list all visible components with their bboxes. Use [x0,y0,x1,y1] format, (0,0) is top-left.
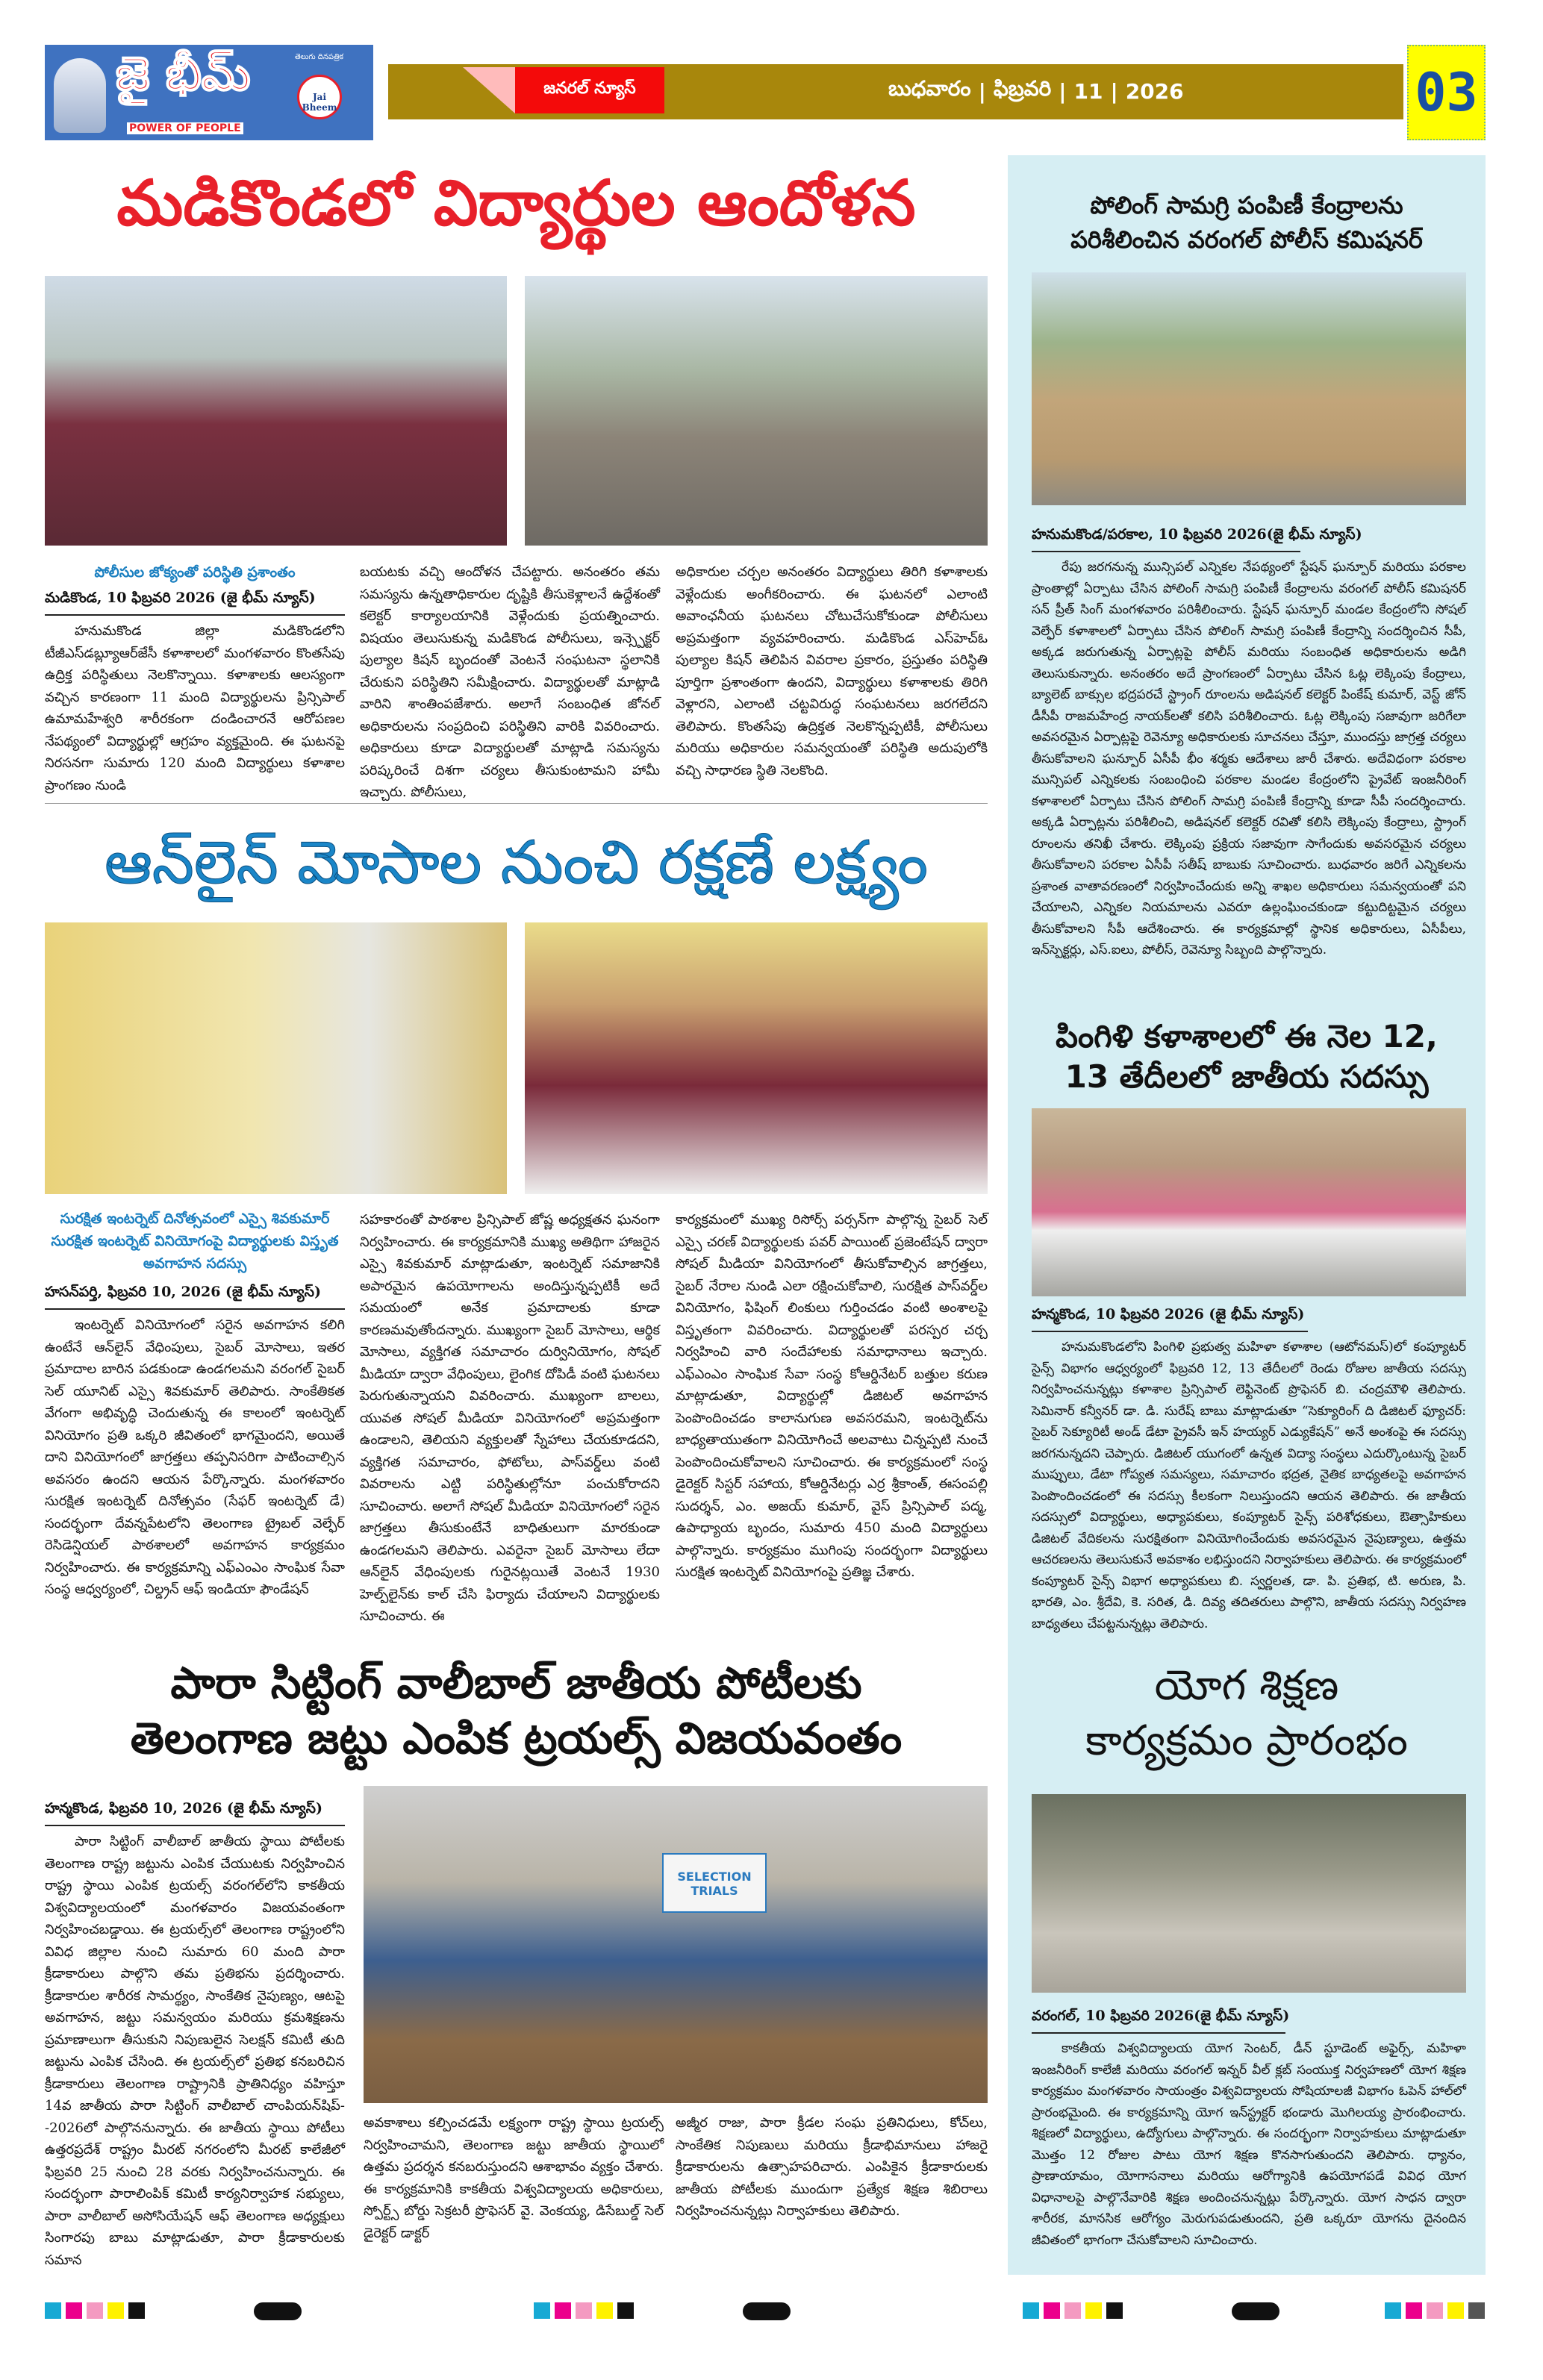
sidebar-story2-headline: పింగిళి కళాశాలలో ఈ నెల 12, 13 తేదీలలో జాతీయ సదస్సు [1056,1018,1438,1095]
story3-photo-team-group [364,1786,988,2103]
story1-headline: మడికొండలో విద్యార్థుల ఆందోళన [116,166,916,240]
registration-pill [743,2302,791,2320]
sidebar-story2-dateline: హన్మకొండ, 10 ఫిబ్రవరి 2026 (జై భీమ్ న్యూస్) [1032,1306,1308,1332]
story3-body-1: పారా సిట్టింగ్ వాలీబాల్ జాతీయ స్థాయి పోటీలకు తెలంగాణ రాష్ట్ర జట్టును ఎంపిక చేయుటకు నిర్వహించిన రాష్ట్ర స్థాయి ఎంపిక ట్రయల్స్ వరంగల్‌లోని కాకతీయ విశ్వవిద్యాలయంలో మంగళవారం విజయవంతంగా నిర్వహించబడ్డాయి. ఈ ట్రయల్స్‌లో తెలంగాణ రాష్ట్రంలోని వివిధ జిల్లాల నుంచి సుమారు 60 మంది పారా క్రీడాకారులు పాల్గొని తమ ప్రతిభను ప్రదర్శించారు. క్రీడాకారుల శారీరక సామర్థ్యం, సాంకేతిక నైపుణ్యం, ఆటపై అవగాహన, జట్టు సమన్వయం మరియు క్రమశిక్షణను ప్రమాణాలుగా తీసుకుని నిపుణులైన సెలక్షన్ కమిటీ తుది జట్టును ఎంపిక చేసింది. ఈ ట్రయల్స్‌లో ప్రతిభ కనబరిచిన క్రీడాకారులు తెలంగాణ రాష్ట్రానికి ప్రాతినిధ్యం వహిస్తూ 14వ జాతీయ పారా సిట్టింగ్ వాలీబాల్ చాంపియన్‌షిప్--2026లో పాల్గొననున్నారు. ఈ జాతీయ స్థాయి పోటీలు ఉత్తరప్రదేశ్ రాష్ట్రం మీరట్ నగరంలోని మీరట్ కాలేజీలో ఫిబ్రవరి 25 నుంచి 28 వరకు నిర్వహించనున్నారు. ఈ సందర్భంగా పారాలింపిక్ కమిటీ కార్యనిర్వాహక సభ్యులు, పారా వాలీబాల్ అసోసియేషన్ ఆఫ్ తెలంగాణ అధ్యక్షులు సింగారపు బాబు మాట్లాడుతూ, పారా క్రీడాకారులకు సమాన [45,1834,345,2268]
story2-photo-students-audience [525,922,988,1194]
divider [45,803,988,804]
registration-pill [1232,2302,1279,2320]
sidebar-story3-dateline: వరంగల్, 10 ఫిబ్రవరి 2026(జై భీమ్ న్యూస్) [1032,2008,1285,2034]
section-label: జనరల్ న్యూస్ [515,67,664,113]
story1-col1 [45,561,345,793]
sidebar-story1-photo-police [1032,272,1466,505]
page-number: 03 [1407,45,1486,140]
sidebar-story3-photo-yoga [1032,1794,1466,1993]
date-weekday: బుధవారం [888,76,971,101]
decorative-triangle [463,67,515,113]
story2-headline: ఆన్‌లైన్ మోసాల నుంచి రక్షణే లక్ష్యం [104,828,929,897]
story2-dateline: హసన్‌పర్తి, ఫిబ్రవరి 10, 2026 (జై భీమ్ న్యూస్) [45,1284,345,1310]
story3-col3: అజ్మీర రాజు, పారా క్రీడల సంఘ ప్రతినిధులు, కోచ్‌లు, సాంకేతిక నిపుణులు మరియు క్రీడాభిమానులు హాజరై క్రీడాకారులను ఉత్సాహపరిచారు. ఎంపికైన క్రీడాకారులకు జాతీయ పోటీలకు ముందుగా ప్రత్యేక శిక్షణ శిబిరాలు నిర్వహించనున్నట్లు నిర్వాహకులు తెలిపారు. [676,2115,988,2219]
sidebar-story3-headline: యోగ శిక్షణ కార్యక్రమం ప్రారంభం [1085,1661,1408,1765]
date-year: 2026 [1125,78,1184,104]
story2-subheadline: సురక్షిత ఇంటర్నెట్ దినోత్సవంలో ఎస్సై శివకుమార్ సురక్షిత ఇంటర్నెట్ వినియోగంపై విద్యార్థులకు విస్తృత అవగాహన సదస్సు [51,1211,339,1272]
sidebar-story2-body: హనుమకొండలోని పింగిళి ప్రభుత్వ మహిళా కళాశాల (ఆటోనమస్)లో కంప్యూటర్ సైన్స్ విభాగం ఆధ్వర్యంలో ఫిబ్రవరి 12, 13 తేదీలలో రెండు రోజుల జాతీయ సదస్సు నిర్వహించనున్నట్లు కళాశాల ప్రిన్సిపాల్ లెఫ్టినెంట్ ప్రొఫెసర్ బి. చంద్రమౌళి తెలిపారు. సెమినార్ కన్వీనర్ డా. డి. సురేష్ బాబు మాట్లాడుతూ “సెక్యూరింగ్ ది డిజిటల్ ఫ్యూచర్: సైబర్ సెక్యూరిటీ అండ్ డేటా ప్రైవసీ ఇన్ హయ్యర్ ఎడ్యుకేషన్” అనే అంశంపై ఈ సదస్సు జరగనున్నదని చెప్పారు. డిజిటల్ యుగంలో ఉన్నత విద్యా సంస్థలు ఎదుర్కొంటున్న సైబర్ ముప్పులు, డేటా గోప్యత సమస్యలు, సమాచారం భద్రత, నైతిక బాధ్యతలపై అవగాహన పెంపొందించడంలో ఈ సదస్సు కీలకంగా నిలుస్తుందని ఆయన తెలిపారు. ఈ జాతీయ సదస్సులో విద్యార్థులు, అధ్యాపకులు, కంప్యూటర్ సైన్స్ పరిశోధకులు, ఔత్సాహికులు డిజిటల్ వేదికలను సురక్షితంగా వినియోగించేందుకు అవసరమైన నైపుణ్యాలు, ఉత్తమ ఆచరణలను తెలుసుకునే అవకాశం లభిస్తుందని నిర్వాహకులు తెలిపారు. ఈ కార్యక్రమంలో కంప్యూటర్ సైన్స్ విభాగ అధ్యాపకులు బి. స్వర్ణలత, డా. పి. ప్రతిభ, టి. అరుణ, పి. భారతి, ఎం. శ్రీదేవి, కె. సరిత, డి. దివ్య తదితరులు పాల్గొని, జాతీయ సదస్సు నిర్వహణ బాధ్యతలు చేపట్టనున్నట్లు తెలిపారు. [1032,1340,1466,1631]
masthead-logo [45,45,373,140]
sidebar-story1-body: రేపు జరగనున్న మున్సిపల్ ఎన్నికల నేపథ్యంలో స్టేషన్ ఘన్పూర్ మరియు పరకాల ప్రాంతాల్లో ఏర్పాటు చేసిన పోలింగ్ సామగ్రి పంపిణీ కేంద్రాలను వరంగల్ పోలీస్ కమిషనర్ సన్ ప్రీత్ సింగ్ మంగళవారం పరిశీలించారు. స్టేషన్ ఘన్పూర్ మండల కేంద్రంలోని సోషల్ వెల్ఫేర్ కళాశాలలో ఏర్పాటు చేసిన పోలింగ్ సామగ్రి పంపిణీ కేంద్రాన్ని సందర్శించిన సీపీ, అక్కడ జరుగుతున్న ఏర్పాట్లపై పోలీస్ మరియు సంబంధిత అధికారులను అడిగి తెలుసుకున్నారు. అనంతరం అదే ప్రాంగణంలో ఏర్పాటు చేసిన ఓట్ల లెక్కింపు కేంద్రాలు, బ్యాలెట్ బాక్సుల భద్రపరచే స్ట్రాంగ్ రూంలను అడిషనల్ కలెక్టర్ పింకేష్ కుమార్, వెస్ట్ జోన్ డీసీపీ రాజమహేంద్ర నాయక్‌లతో కలిసి పరిశీలించారు. ఓట్ల లెక్కింపు సజావుగా జరిగేలా అవసరమైన ఏర్పాట్లపై రెవెన్యూ అధికారులకు సూచనలు చేస్తూ, ముందస్తు జాగ్రత్త చర్యలు తీసుకోవాలని ఘన్పూర్ ఏసీపీ భీం శర్మకు ఆదేశాలు జారీ చేశారు. అదేవిధంగా పరకాల మున్సిపల్ ఎన్నికలకు సంబంధించి పరకాల మండల కేంద్రంలోని ప్రైవేట్ ఇంజనీరింగ్ కళాశాలలో ఏర్పాటు చేసిన పోలింగ్ సామగ్రి పంపిణీ కేంద్రాన్ని కూడా సీపీ సందర్శించారు. అక్కడి ఏర్పాట్లను పరిశీలించి, అడిషనల్ కలెక్టర్ రవితో కలిసి లెక్కింపు కేంద్రాలు, స్ట్రాంగ్ రూంలను తనిఖీ చేశారు. లెక్కింపు ప్రక్రియ సజావుగా సాగేందుకు అవసరమైన చర్యలు తీసుకోవాలని పరకాల ఏసీపీ సతీష్ బాబుకు సూచించారు. బుధవారం జరిగే ఎన్నికలను ప్రశాంత వాతావరణంలో నిర్వహించేందుకు అన్ని శాఖల అధికారులు సమన్వయంతో పని చేయాలని, ఎన్నికల నియమాలను ఎవరూ ఉల్లంఘించకుండా కట్టుదిట్టమైన చర్యలు తీసుకోవాలని సీపీ ఆదేశించారు. ఈ కార్యక్రమాల్లో స్థానిక అధికారులు, ఏసీపీలు, ఇన్‌స్పెక్టర్లు, ఎస్.ఐలు, పోలీస్, రెవెన్యూ సిబ్బంది పాల్గొన్నారు. [1032,560,1466,958]
registration-pill [254,2302,302,2320]
story2-col1 [45,1208,345,1613]
sidebar-story3-body: కాకతీయ విశ్వవిద్యాలయ యోగ సెంటర్, డీన్ స్టూడెంట్ అఫైర్స్, మహిళా ఇంజనీరింగ్ కాలేజీ మరియు వరంగల్ ఇన్నర్ వీల్ క్లబ్ సంయుక్త నిర్వహణలో యోగ శిక్షణ కార్యక్రమం మంగళవారం సాయంత్రం విశ్వవిద్యాలయ సోషియాలజీ విభాగం ఓపెన్ హాల్‌లో ప్రారంభమైంది. ఈ కార్యక్రమాన్ని యోగ ఇన్‌స్ట్రక్టర్ భండారు మొగిలయ్య ప్రారంభించారు. శిక్షణలో విద్యార్థులు, ఉద్యోగులు పాల్గొన్నారు. ఈ సందర్భంగా నిర్వాహకులు మాట్లాడుతూ మొత్తం 12 రోజుల పాటు యోగ శిక్షణ కొనసాగుతుందని తెలిపారు. ధ్యానం, ప్రాణాయామం, యోగాసనాలు మరియు ఆరోగ్యానికి ఉపయోగపడే వివిధ యోగ విధానాలపై పాల్గొనేవారికి శిక్షణ అందించనున్నట్లు పేర్కొన్నారు. యోగ సాధన ద్వారా శారీరక, మానసిక ఆరోగ్యం మెరుగుపడుతుందని, ప్రతి ఒక్కరూ యోగను దైనందిన జీవితంలో భాగంగా చేసుకోవాలని సూచించారు. [1032,2041,1466,2248]
logo-name: జై భీమ్ [116,46,251,101]
selection-trials-banner: SELECTION TRIALS [662,1853,767,1913]
date-day: 11 [1073,78,1103,104]
issue-date: బుధవారం | ఫిబ్రవరి | 11 | 2026 [888,69,1184,113]
story3-col1 [45,1800,345,2308]
story1-photo-police-bus [525,276,988,546]
sidebar-story1-dateline: హనుమకొండ/పరకాల, 10 ఫిబ్రవరి 2026(జై భీమ్ న్యూస్) [1032,526,1300,552]
story1-photo-students-protest [45,276,507,546]
sidebar-story1-headline: పోలింగ్ సామగ్రి పంపిణీ కేంద్రాలను పరిశీలించిన వరంగల్ పోలీస్ కమిషనర్ [1070,191,1423,254]
story2-body-1: ఇంటర్నెట్ వినియోగంలో సరైన అవగాహన కలిగి ఉంటేనే ఆన్‌లైన్ వేధింపులు, సైబర్ మోసాలు, ఇతర ప్రమాదాల బారిన పడకుండా ఉండగలమని వరంగల్ సైబర్ సెల్ యూనిట్ ఎస్సై శివకుమార్ తెలిపారు. సాంకేతికత వేగంగా అభివృద్ధి చెందుతున్న ఈ కాలంలో ఇంటర్నెట్ వినియోగం ప్రతి ఒక్కరి జీవితంలో భాగమైందని, అయితే దాని వినియోగంలో జాగ్రత్తలు తప్పనిసరిగా పాటించాల్సిన అవసరం ఉందని ఆయన పేర్కొన్నారు. మంగళవారం సురక్షిత ఇంటర్నెట్ దినోత్సవం (సేఫర్ ఇంటర్నెట్ డే) సందర్భంగా దేవన్నపేటలోని తెలంగాణ ట్రైబల్ వెల్ఫేర్ రెసిడెన్షియల్ పాఠశాలలో అవగాహన కార్యక్రమం నిర్వహించారు. ఈ కార్యక్రమాన్ని ఎఫ్‌ఎంఎం సాంఘిక సేవా సంస్థ ఆధ్వర్యంలో, చిల్డ్రన్ ఆఫ్ ఇండియా ఫౌండేషన్ [45,1317,345,1597]
story1-col2: బయటకు వచ్చి ఆందోళన చేపట్టారు. అనంతరం తమ సమస్యను ఉన్నతాధికారుల దృష్టికి తీసుకెళ్లాలనే ఉద్దేశంతో కలెక్టర్ కార్యాలయానికి వెళ్లేందుకు ప్రయత్నించారు. విషయం తెలుసుకున్న మడికొండ పోలీసులు, ఇన్స్పెక్టర్ పుల్యాల కిషన్ బృందంతో వెంటనే సంఘటనా స్థలానికి చేరుకుని పరిస్థితిని సమీక్షించారు. విద్యార్థులతో మాట్లాడి వారిని శాంతింపజేశారు. అలాగే సంబంధిత జోనల్ అధికారులను సంప్రదించి పరిస్థితిని వారికి వివరించారు. అధికారులు కూడా విద్యార్థులతో మాట్లాడి సమస్యను పరిష్కరించే దిశగా చర్యలు తీసుకుంటామని హామీ ఇచ్చారు. పోలీసులు, [360,564,660,800]
logo-subtitle: తెలుగు దినపత్రిక [294,53,344,61]
date-month: ఫిబ్రవరి [993,76,1052,101]
story1-col3: అధికారుల చర్చల అనంతరం విద్యార్థులు తిరిగి కళాశాలకు వెళ్లేందుకు అంగీకరించారు. ఈ ఘటనలో ఎలాంటి అవాంఛనీయ ఘటనలు చోటుచేసుకోకుండా పోలీసులు అప్రమత్తంగా వ్యవహరించారు. మడికొండ ఎస్‌హెచ్‌ఓ పుల్యాల కిషన్ తెలిపిన వివరాల ప్రకారం, ప్రస్తుతం పరిస్థితి పూర్తిగా ప్రశాంతంగా ఉందని, విద్యార్థులు కళాశాలకు తిరిగి వెళ్లారని, ఎలాంటి చట్టవిరుద్ధ సంఘటనలు జరగలేదని తెలిపారు. కొంతసేపు ఉద్రిక్తత నెలకొన్నప్పటికీ, పోలీసులు మరియు అధికారుల సమన్వయంతో పరిస్థితి అదుపులోకి వచ్చి సాధారణ స్థితి నెలకొంది. [676,564,988,778]
registration-marks-center [534,2302,634,2319]
story3-col2: అవకాశాలు కల్పించడమే లక్ష్యంగా రాష్ట్ర స్థాయి ట్రయల్స్ నిర్వహించామని, తెలంగాణ జట్టు జాతీయ స్థాయిలో ఉత్తమ ప్రదర్శన కనబరుస్తుందని ఆశాభావం వ్యక్తం చేశారు. ఈ కార్యక్రమానికి కాకతీయ విశ్వవిద్యాలయ అధికారులు, స్పోర్ట్స్ బోర్డు సెక్రటరీ ప్రొఫెసర్ వై. వెంకయ్య, డిసేబుల్డ్ సెల్ డైరెక్టర్ డాక్టర్ [364,2115,664,2241]
logo-tagline: POWER OF PEOPLE [127,122,243,134]
portrait-image [54,58,106,133]
registration-marks-right [1023,2302,1123,2319]
story3-dateline: హన్మకొండ, ఫిబ్రవరి 10, 2026 (జై భీమ్ న్యూస్) [45,1800,345,1826]
story1-body-1: హనుమకొండ జిల్లా మడికొండలోని టీజీఎస్‌డబ్ల్యూఆర్‌జేసీ కళాశాలలో మంగళవారం కొంతసేపు ఉద్రిక్త పరిస్థితులు నెలకొన్నాయి. కళాశాలకు ఆలస్యంగా వచ్చిన కారణంగా 11 మంది విద్యార్థులను ప్రిన్సిపాల్ ఉమామహేశ్వరి శారీరకంగా దండించారనే ఆరోపణల నేపథ్యంలో విద్యార్థుల్లో ఆగ్రహం వ్యక్తమైంది. ఈ ఘటనపై నిరసనగా సుమారు 120 మంది విద్యార్థులు కళాశాల ప్రాంగణం నుండి [45,623,345,793]
story2-col2: సహకారంతో పాఠశాల ప్రిన్సిపాల్ జోష్ణ అధ్యక్షతన ఘనంగా నిర్వహించారు. ఈ కార్యక్రమానికి ముఖ్య అతిథిగా హాజరైన ఎస్సై శివకుమార్ మాట్లాడుతూ, ఇంటర్నెట్ సమాజానికి అపారమైన ఉపయోగాలను అందిస్తున్నప్పటికీ అదే సమయంలో అనేక ప్రమాదాలకు కూడా కారణమవుతోందన్నారు. ముఖ్యంగా సైబర్ మోసాలు, ఆర్థిక మోసాలు, వ్యక్తిగత సమాచారం దుర్వినియోగం, సోషల్ మీడియా ద్వారా వేధింపులు, లైంగిక దోపిడీ వంటి ఘటనలు పెరుగుతున్నాయని వివరించారు. ముఖ్యంగా బాలలు, యువత సోషల్ మీడియా వినియోగంలో అప్రమత్తంగా ఉండాలని, తెలియని వ్యక్తులతో స్నేహాలు చేయకూడదని, వ్యక్తిగత సమాచారం, ఫోటోలు, పాస్‌వర్డ్‌లు వంటి వివరాలను ఎట్టి పరిస్థితుల్లోనూ పంచుకోరాదని సూచించారు. అలాగే సోషల్ మీడియా వినియోగంలో సరైన జాగ్రత్తలు తీసుకుంటేనే బాధితులుగా మారకుండా ఉండగలమని తెలిపారు. ఎవరైనా సైబర్ మోసాలు లేదా ఆన్‌లైన్ వేధింపులకు గురైనట్లయితే వెంటనే 1930 హెల్ప్‌లైన్‌కు కాల్ చేసి ఫిర్యాదు చేయాలని విద్యార్థులకు సూచించారు. ఈ [360,1212,660,1624]
sidebar-story2-photo-posters [1032,1108,1466,1296]
story1-subheadline: పోలీసుల జోక్యంతో పరిస్థితి ప్రశాంతం [94,564,296,581]
registration-marks-far-right [1385,2302,1485,2319]
story1-dateline: మడికొండ, 10 ఫిబ్రవరి 2026 (జై భీమ్ న్యూస్) [45,590,345,616]
story3-headline: పారా సిట్టింగ్ వాలీబాల్ జాతీయ పోటీలకు తెలంగాణ జట్టు ఎంపిక ట్రయల్స్ విజయవంతం [130,1658,903,1764]
registration-marks-left [45,2302,145,2319]
emblem-icon: Jai Bheem [297,75,342,119]
story2-photo-speaker [45,922,507,1194]
story2-col3: కార్యక్రమంలో ముఖ్య రిసోర్స్ పర్సన్‌గా పాల్గొన్న సైబర్ సెల్ ఎస్సై చరణ్ విద్యార్థులకు పవర్ పాయింట్ ప్రజెంటేషన్ ద్వారా సోషల్ మీడియా వినియోగంలో తీసుకోవాల్సిన జాగ్రత్తలు, సైబర్ నేరాల నుండి ఎలా రక్షించుకోవాలి, సురక్షిత పాస్‌వర్డ్‌ల వినియోగం, ఫిషింగ్ లింకులు గుర్తించడం వంటి అంశాలపై విస్తృతంగా వివరించారు. విద్యార్థులతో పరస్పర చర్చ నిర్వహించి వారి సందేహాలకు సమాధానాలు ఇచ్చారు. ఎఫ్‌ఎంఎం సాంఘిక సేవా సంస్థ కోఆర్డినేటర్ బత్తుల కరుణ మాట్లాడుతూ, విద్యార్థుల్లో డిజిటల్ అవగాహన పెంపొందించడం కాలానుగుణ అవసరమని, ఇంటర్నెట్‌ను బాధ్యతాయుతంగా వినియోగించే అలవాటు చిన్నప్పటి నుంచే పెంపొందించుకోవాలని సూచించారు. ఈ కార్యక్రమంలో సంస్థ డైరెక్టర్ సిస్టర్ సహాయ, కోఆర్డినేటర్లు ఎర్ర శ్రీకాంత్, ఈసంపల్లి సుదర్శన్, ఎం. అజయ్ కుమార్, వైస్ ప్రిన్సిపాల్ పద్మ, ఉపాధ్యాయ బృందం, సుమారు 450 మంది విద్యార్థులు పాల్గొన్నారు. కార్యక్రమం ముగింపు సందర్భంగా విద్యార్థులు సురక్షిత ఇంటర్నెట్ వినియోగంపై ప్రతిజ్ఞ చేశారు. [676,1212,988,1580]
